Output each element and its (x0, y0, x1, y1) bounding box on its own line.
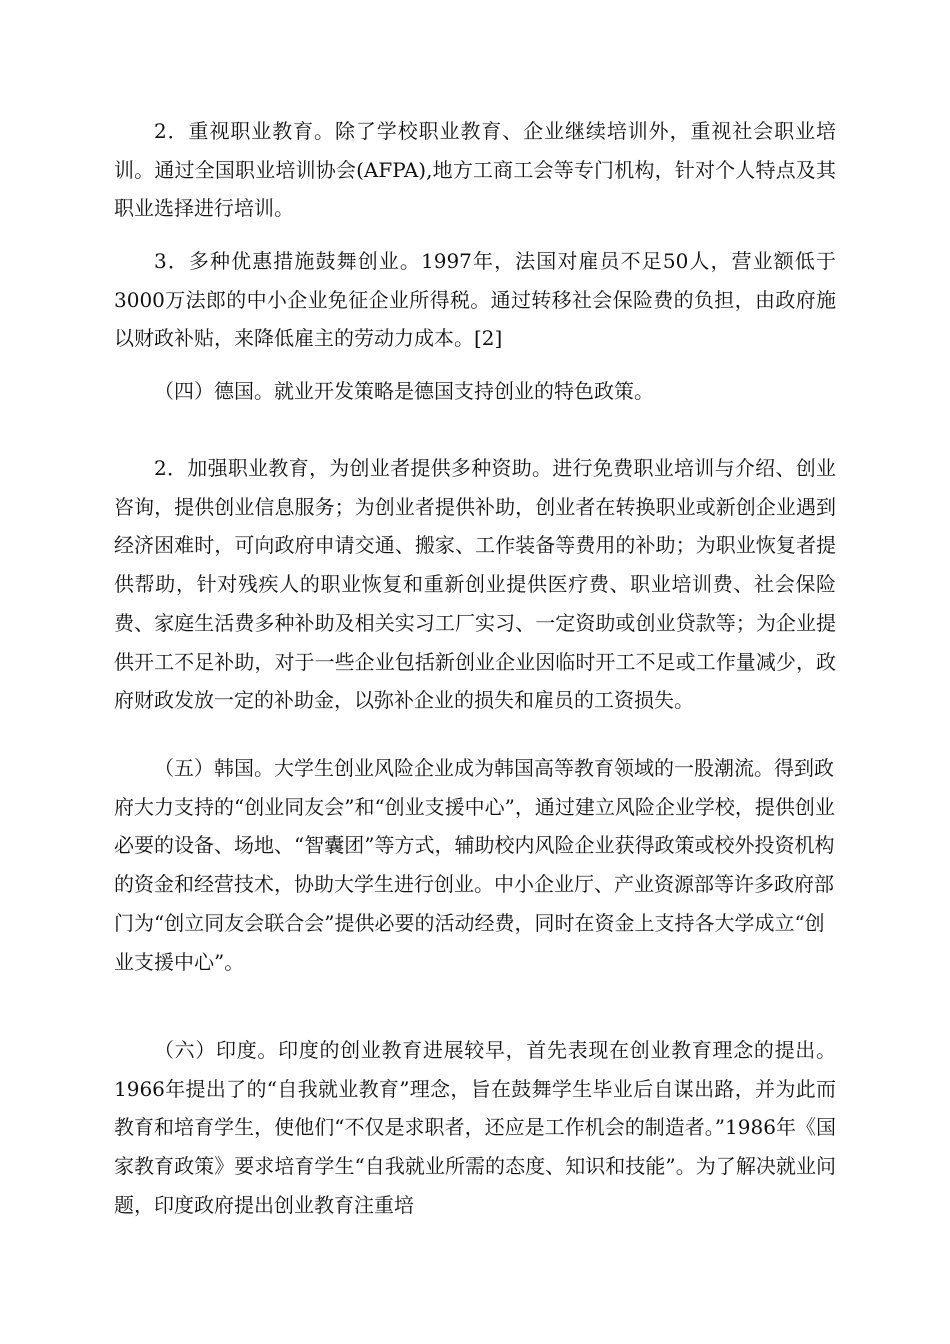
paragraph-germany-funding: 2．加强职业教育，为创业者提供多种资助。进行免费职业培训与介绍、创业咨询，提供创业信息服务；为创业者提供补助，创业者在转换职业或新创企业遇到经济困难时，可向政府申请交通、搬家、工作装备等费用的补助；为职业恢复者提供帮助，针对残疾人的职业恢复和重新创业提供医疗费、职业培训费、社会保险费、家庭生活费多种补助及相关实习工厂实习、一定资助或创业贷款等；为企业提供开工不足补助，对于一些企业包括新创业企业因临时开工不足或工作量减少，政府财政发放一定的补助金，以弥补企业的损失和雇员的工资损失。 (114, 456, 836, 713)
paragraph-germany-heading: （四）德国。就业开发策略是德国支持创业的特色政策。 (154, 379, 654, 403)
paragraph-india: （六）印度。印度的创业教育进展较早，首先表现在创业教育理念的提出。1966年提出了的“自我就业教育”理念，旨在鼓舞学生毕业后自谋出路，并为此而教育和培育学生，使他们“不仅是求职者，还应是工作机会的制造者。”1986年《国家教育政策》要求培育学生“自我就业所需的态度、知识和技能”。为了解决就业问题，印度政府提出创业教育注重培 (114, 1038, 836, 1217)
paragraph-vocational-education: 2．重视职业教育。除了学校职业教育、企业继续培训外，重视社会职业培训。通过全国职业培训协会(AFPA),地方工商工会等专门机构，针对个人特点及其职业选择进行培训。 (114, 119, 836, 221)
paragraph-korea: （五）韩国。大学生创业风险企业成为韩国高等教育领域的一股潮流。得到政府大力支持的“创业同友会”和“创业支援中心”，通过建立风险企业学校，提供创业必要的设备、场地、“智囊团”等方式，辅助校内风险企业获得政策或校外投资机构的资金和经营技术，协助大学生进行创业。中小企业厅、产业资源部等许多政府部门为“创立同友会联合会”提供必要的活动经费，同时在资金上支持各大学成立“创业支援中心”。 (114, 756, 835, 974)
paragraph-entrepreneurship-incentives: 3．多种优惠措施鼓舞创业。1997年，法国对雇员不足50人，营业额低于3000万法郎的中小企业免征企业所得税。通过转移社会保险费的负担，由政府施以财政补贴，来降低雇主的劳动力成本。[2] (114, 249, 836, 351)
